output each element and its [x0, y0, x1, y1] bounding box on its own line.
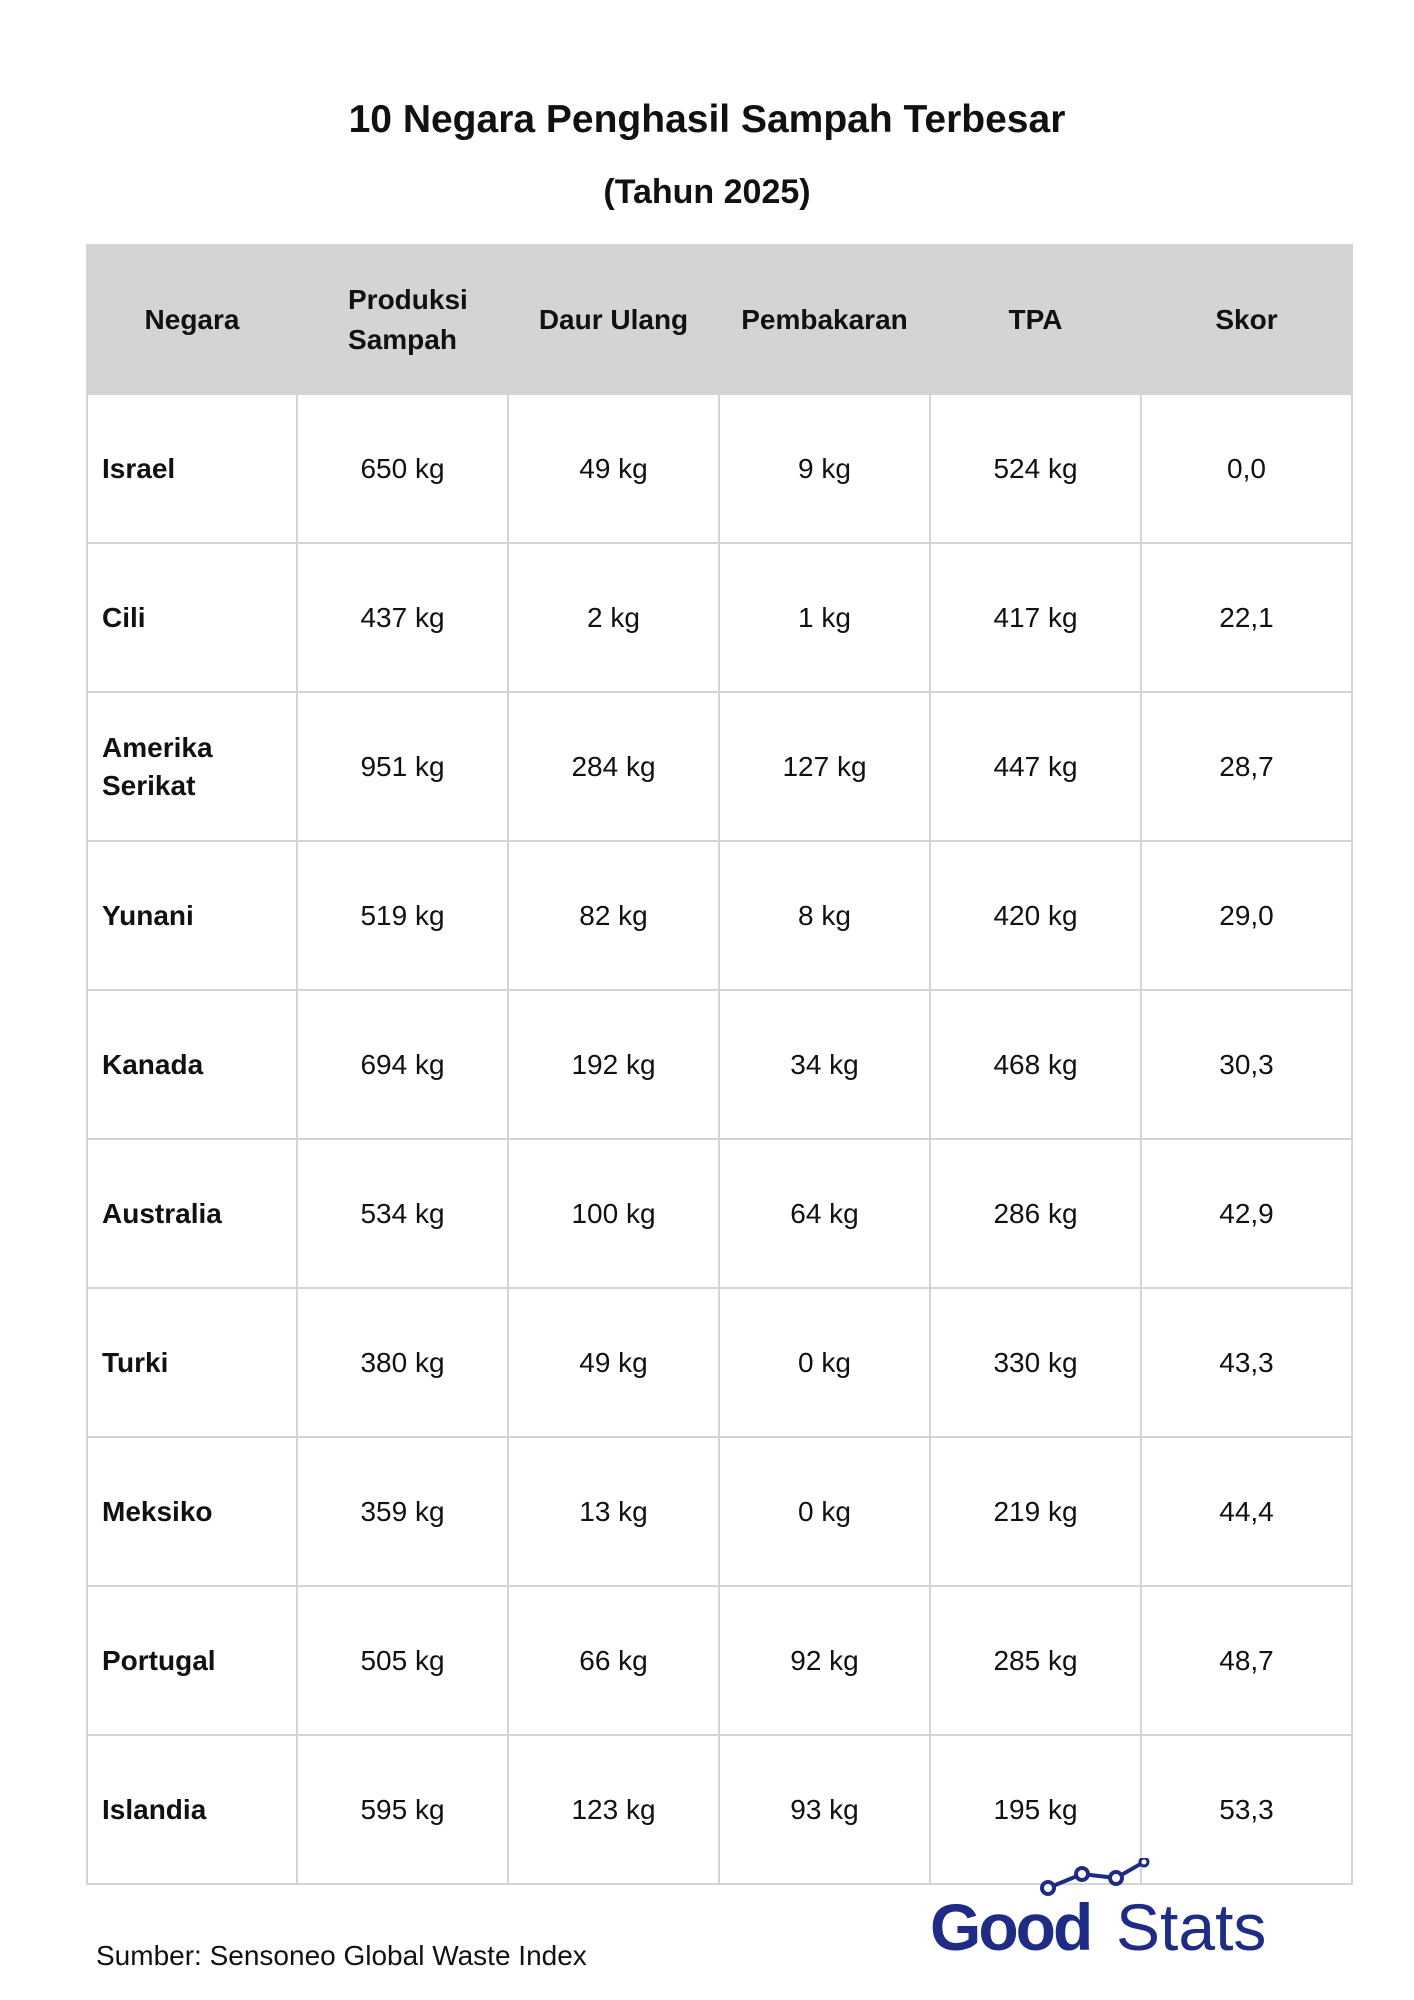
produksi-cell: 380 kg	[297, 1288, 508, 1437]
table-row	[87, 1586, 1352, 1735]
tpa-cell: 524 kg	[930, 394, 1141, 543]
daur-ulang-cell: 284 kg	[508, 692, 719, 841]
produksi-cell: 519 kg	[297, 841, 508, 990]
daur-ulang-cell: 49 kg	[508, 1288, 719, 1437]
pembakaran-cell: 0 kg	[719, 1288, 930, 1437]
produksi-cell: 951 kg	[297, 692, 508, 841]
skor-cell: 44,4	[1141, 1437, 1352, 1586]
logo-text-stats: Stats	[1116, 1890, 1267, 1958]
country-cell: Islandia	[87, 1735, 297, 1884]
tpa-cell: 417 kg	[930, 543, 1141, 692]
skor-cell: 53,3	[1141, 1735, 1352, 1884]
skor-cell: 42,9	[1141, 1139, 1352, 1288]
table-row	[87, 1139, 1352, 1288]
skor-cell: 43,3	[1141, 1288, 1352, 1437]
tpa-cell: 219 kg	[930, 1437, 1141, 1586]
column-header: Negara	[87, 245, 297, 394]
country-cell: Turki	[87, 1288, 297, 1437]
table-body	[87, 394, 1352, 1884]
country-cell: Cili	[87, 543, 297, 692]
table-row	[87, 692, 1352, 841]
country-cell: Australia	[87, 1139, 297, 1288]
pembakaran-cell: 34 kg	[719, 990, 930, 1139]
column-header: Daur Ulang	[508, 245, 719, 394]
tpa-cell: 420 kg	[930, 841, 1141, 990]
country-cell: Kanada	[87, 990, 297, 1139]
skor-cell: 0,0	[1141, 394, 1352, 543]
goodstats-logo	[930, 1858, 1300, 1958]
table-header-row	[87, 245, 1352, 394]
produksi-cell: 595 kg	[297, 1735, 508, 1884]
logo-text-good: Good	[930, 1890, 1091, 1958]
skor-cell: 48,7	[1141, 1586, 1352, 1735]
daur-ulang-cell: 100 kg	[508, 1139, 719, 1288]
column-header: Skor	[1141, 245, 1352, 394]
daur-ulang-cell: 66 kg	[508, 1586, 719, 1735]
table-row	[87, 394, 1352, 543]
chart-title: 10 Negara Penghasil Sampah Terbesar	[348, 98, 1066, 141]
country-cell: Portugal	[87, 1586, 297, 1735]
trend-line-icon	[1042, 1858, 1148, 1894]
waste-table	[86, 244, 1353, 1885]
pembakaran-cell: 92 kg	[719, 1586, 930, 1735]
table-row	[87, 1437, 1352, 1586]
daur-ulang-cell: 49 kg	[508, 394, 719, 543]
daur-ulang-cell: 82 kg	[508, 841, 719, 990]
tpa-cell: 468 kg	[930, 990, 1141, 1139]
produksi-cell: 694 kg	[297, 990, 508, 1139]
chart-subtitle: (Tahun 2025)	[603, 173, 811, 211]
table-row	[87, 1288, 1352, 1437]
daur-ulang-cell: 13 kg	[508, 1437, 719, 1586]
table-row	[87, 543, 1352, 692]
daur-ulang-cell: 192 kg	[508, 990, 719, 1139]
skor-cell: 22,1	[1141, 543, 1352, 692]
produksi-cell: 505 kg	[297, 1586, 508, 1735]
column-header: Produksi Sampah	[297, 245, 508, 394]
pembakaran-cell: 8 kg	[719, 841, 930, 990]
table-row	[87, 990, 1352, 1139]
column-header: Pembakaran	[719, 245, 930, 394]
daur-ulang-cell: 123 kg	[508, 1735, 719, 1884]
pembakaran-cell: 64 kg	[719, 1139, 930, 1288]
produksi-cell: 534 kg	[297, 1139, 508, 1288]
country-cell: Meksiko	[87, 1437, 297, 1586]
pembakaran-cell: 0 kg	[719, 1437, 930, 1586]
produksi-cell: 437 kg	[297, 543, 508, 692]
pembakaran-cell: 127 kg	[719, 692, 930, 841]
skor-cell: 28,7	[1141, 692, 1352, 841]
tpa-cell: 447 kg	[930, 692, 1141, 841]
pembakaran-cell: 1 kg	[719, 543, 930, 692]
country-cell: Yunani	[87, 841, 297, 990]
tpa-cell: 195 kg	[930, 1735, 1141, 1884]
source-note: Sumber: Sensoneo Global Waste Index	[96, 1940, 587, 1971]
pembakaran-cell: 9 kg	[719, 394, 930, 543]
produksi-cell: 359 kg	[297, 1437, 508, 1586]
tpa-cell: 286 kg	[930, 1139, 1141, 1288]
table-row	[87, 841, 1352, 990]
pembakaran-cell: 93 kg	[719, 1735, 930, 1884]
country-cell: Amerika Serikat	[87, 692, 297, 841]
column-header: TPA	[930, 245, 1141, 394]
skor-cell: 29,0	[1141, 841, 1352, 990]
tpa-cell: 330 kg	[930, 1288, 1141, 1437]
daur-ulang-cell: 2 kg	[508, 543, 719, 692]
country-cell: Israel	[87, 394, 297, 543]
produksi-cell: 650 kg	[297, 394, 508, 543]
skor-cell: 30,3	[1141, 990, 1352, 1139]
tpa-cell: 285 kg	[930, 1586, 1141, 1735]
